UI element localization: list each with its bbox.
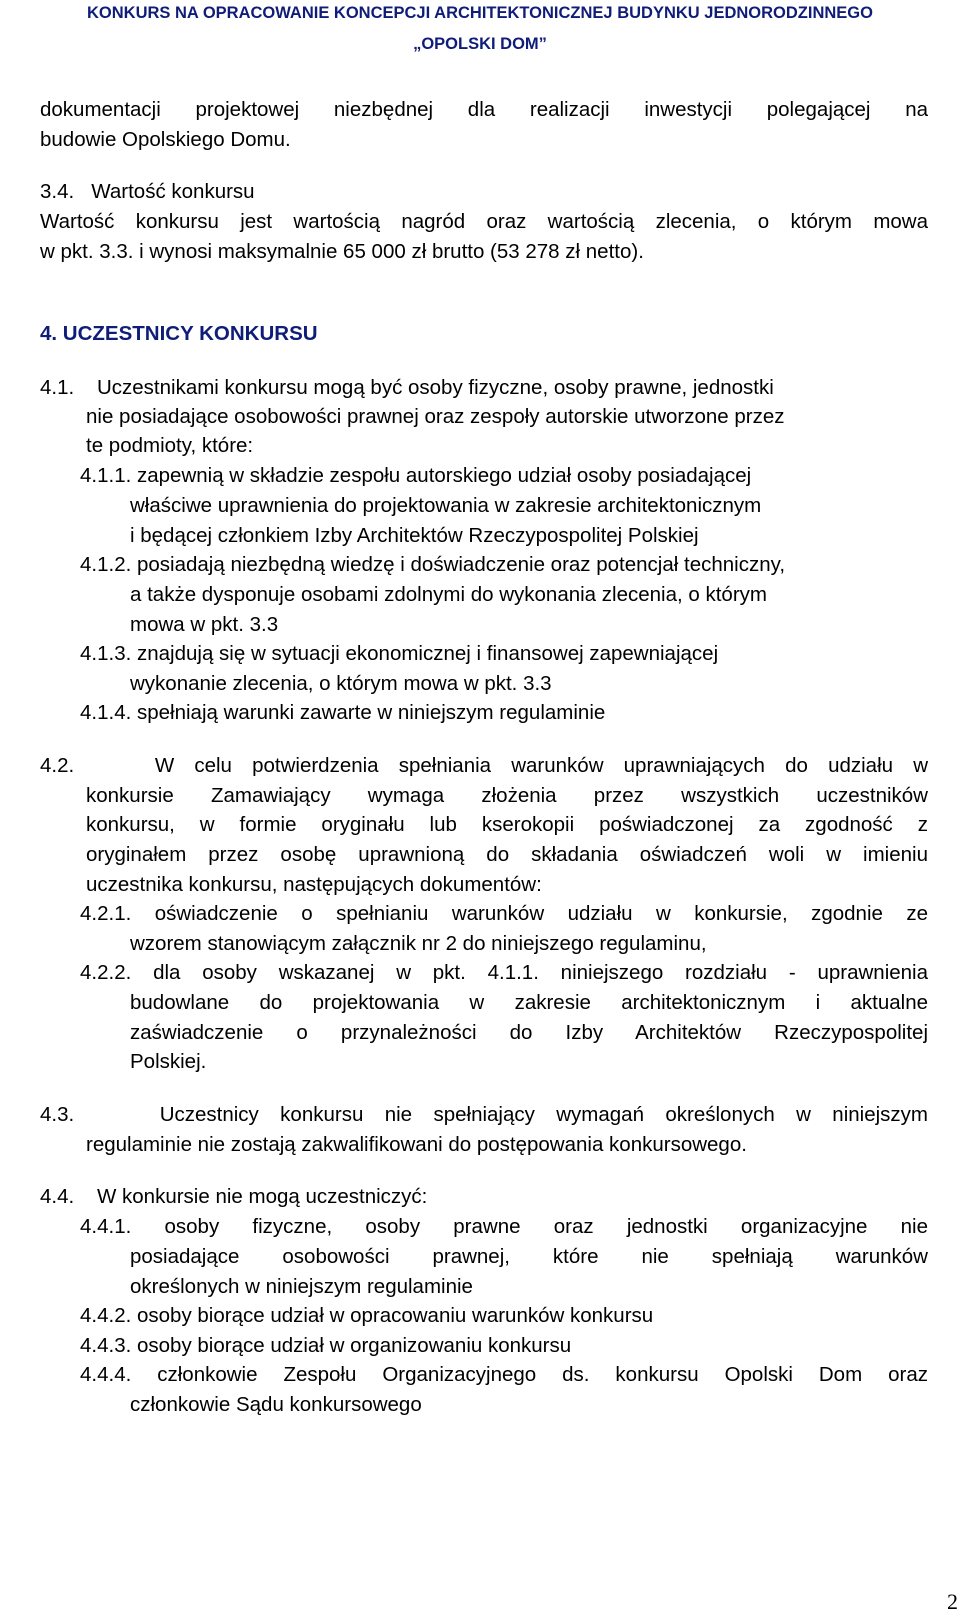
body-line: oryginałem przez osobę uprawnioną do składania oświadczeń woli w imieniu bbox=[86, 843, 928, 866]
list-item-4-4-4: 4.4.4. członkowie Zespołu Organizacyjnego ds. konkursu Opolski Dom oraz bbox=[80, 1363, 928, 1386]
body-line: wykonanie zlecenia, o którym mowa w pkt. 3.3 bbox=[130, 672, 552, 695]
body-line: właściwe uprawnienia do projektowania w zakresie architektonicznym bbox=[130, 494, 762, 517]
list-item-4-4-2: 4.4.2. osoby biorące udział w opracowaniu warunków konkursu bbox=[80, 1304, 654, 1327]
section-heading-3-4: 3.4. Wartość konkursu bbox=[40, 180, 255, 203]
body-line: mowa w pkt. 3.3 bbox=[130, 613, 279, 636]
body-line: Polskiej. bbox=[130, 1050, 207, 1073]
list-item-4-2-2: 4.2.2. dla osoby wskazanej w pkt. 4.1.1. niniejszego rozdziału - uprawnienia bbox=[80, 961, 928, 984]
page-number: 2 bbox=[947, 1589, 958, 1614]
body-line: budowlane do projektowania w zakresie architektonicznym i aktualne bbox=[130, 991, 928, 1014]
body-line: Wartość konkursu jest wartością nagród oraz wartością zlecenia, o którym mowa bbox=[40, 210, 928, 233]
body-line: w pkt. 3.3. i wynosi maksymalnie 65 000 zł brutto (53 278 zł netto). bbox=[40, 240, 644, 263]
paragraph-4-3: 4.3. Uczestnicy konkursu nie spełniający wymagań określonych w niniejszym bbox=[40, 1103, 928, 1126]
body-line: określonych w niniejszym regulaminie bbox=[130, 1275, 473, 1298]
body-line: członkowie Sądu konkursowego bbox=[130, 1393, 422, 1416]
list-item-4-2-1: 4.2.1. oświadczenie o spełnianiu warunków udziału w konkursie, zgodnie ze bbox=[80, 902, 928, 925]
header-title: KONKURS NA OPRACOWANIE KONCEPCJI ARCHITEKTONICZNEJ BUDYNKU JEDNORODZINNEGO bbox=[87, 4, 873, 22]
paragraph-4-2: 4.2. W celu potwierdzenia spełniania warunków uprawniających do udziału w bbox=[40, 754, 928, 777]
list-item-4-1-1: 4.1.1. zapewnią w składzie zespołu autorskiego udział osoby posiadającej bbox=[80, 464, 752, 487]
paragraph-4-4: 4.4. W konkursie nie mogą uczestniczyć: bbox=[40, 1185, 428, 1208]
body-line: i będącej członkiem Izby Architektów Rzeczypospolitej Polskiej bbox=[130, 524, 699, 547]
body-line: regulaminie nie zostają zakwalifikowani do postępowania konkursowego. bbox=[86, 1133, 747, 1156]
list-item-4-4-1: 4.4.1. osoby fizyczne, osoby prawne oraz jednostki organizacyjne nie bbox=[80, 1215, 928, 1238]
chapter-heading: 4. UCZESTNICY KONKURSU bbox=[40, 322, 318, 345]
list-item-4-1-2: 4.1.2. posiadają niezbędną wiedzę i doświadczenie oraz potencjał techniczny, bbox=[80, 553, 786, 576]
body-line: wzorem stanowiącym załącznik nr 2 do niniejszego regulaminu, bbox=[130, 932, 707, 955]
list-item-4-1-4: 4.1.4. spełniają warunki zawarte w niniejszym regulaminie bbox=[80, 701, 606, 724]
body-line: a także dysponuje osobami zdolnymi do wykonania zlecenia, o którym bbox=[130, 583, 767, 606]
paragraph-4-1: 4.1. Uczestnikami konkursu mogą być osoby fizyczne, osoby prawne, jednostki bbox=[40, 376, 774, 399]
body-line: uczestnika konkursu, następujących dokumentów: bbox=[86, 873, 542, 896]
header-subtitle: „OPOLSKI DOM” bbox=[413, 35, 547, 53]
body-line: dokumentacji projektowej niezbędnej dla realizacji inwestycji polegającej na bbox=[40, 98, 928, 121]
body-line: zaświadczenie o przynależności do Izby Architektów Rzeczypospolitej bbox=[130, 1021, 928, 1044]
body-line: posiadające osobowości prawnej, które nie spełniają warunków bbox=[130, 1245, 928, 1268]
body-line: te podmioty, które: bbox=[86, 434, 254, 457]
list-item-4-4-3: 4.4.3. osoby biorące udział w organizowaniu konkursu bbox=[80, 1334, 572, 1357]
list-item-4-1-3: 4.1.3. znajdują się w sytuacji ekonomicznej i finansowej zapewniającej bbox=[80, 642, 719, 665]
body-line: nie posiadające osobowości prawnej oraz zespoły autorskie utworzone przez bbox=[86, 405, 785, 428]
body-line: budowie Opolskiego Domu. bbox=[40, 128, 291, 151]
body-line: konkursu, w formie oryginału lub kserokopii poświadczonej za zgodność z bbox=[86, 813, 928, 836]
body-line: konkursie Zamawiający wymaga złożenia przez wszystkich uczestników bbox=[86, 784, 928, 807]
